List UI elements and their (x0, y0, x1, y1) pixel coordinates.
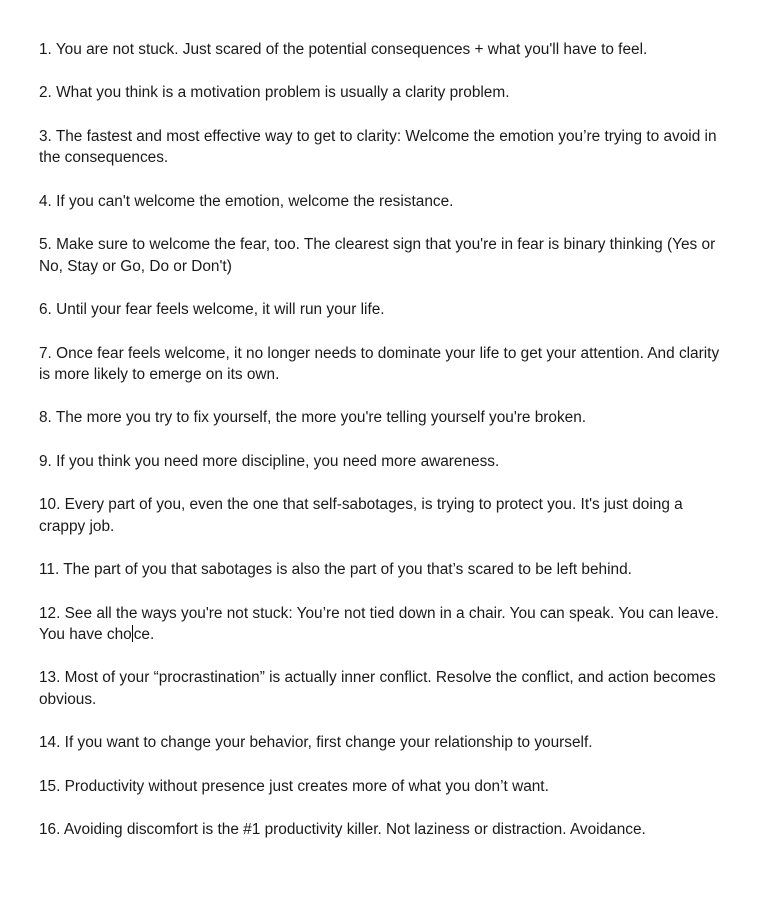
document-body[interactable] (39, 39, 729, 863)
list-item-2: 2. What you think is a motivation problem is usually a clarity problem. (39, 84, 510, 102)
list-item-7: 7. Once fear feels welcome, it no longer needs to dominate your life to get your attention. And clarity is more likely to emerge on its own. (39, 344, 720, 383)
list-item-8: 8. The more you try to fix yourself, the more you're telling yourself you're broken. (39, 409, 587, 427)
list-item-12-text-before-cursor: 12. See all the ways you're not stuck: You’re not tied down in a chair. You can speak. You can leave. You have cho (39, 604, 719, 643)
list-item-13: 13. Most of your “procrastination” is actually inner conflict. Resolve the conflict, and action becomes obvious. (39, 669, 716, 708)
list-item-14: 14. If you want to change your behavior, first change your relationship to yourself. (39, 734, 593, 752)
list-item-9: 9. If you think you need more discipline, you need more awareness. (39, 452, 500, 470)
list-item-3: 3. The fastest and most effective way to get to clarity: Welcome the emotion you’re trying to avoid in the consequences. (39, 127, 717, 167)
list-item-1: 1. You are not stuck. Just scared of the potential consequences + what you'll have to feel. (39, 41, 648, 58)
list-item-5: 5. Make sure to welcome the fear, too. The clearest sign that you're in fear is binary thinking (Yes or No, Stay or Go, Do or Don't) (39, 236, 716, 275)
list-item-11: 11. The part of you that sabotages is also the part of you that’s scared to be left behind. (39, 561, 632, 579)
list-item-12 (39, 603, 729, 646)
list-item-10: 10. Every part of you, even the one that self-sabotages, is trying to protect you. It's just doing a crappy job. (39, 496, 683, 535)
list-item-4: 4. If you can't welcome the emotion, welcome the resistance. (39, 192, 454, 210)
list-item-16: 16. Avoiding discomfort is the #1 productivity killer. Not laziness or distraction. Avoidance. (39, 821, 646, 839)
list-item-6: 6. Until your fear feels welcome, it will run your life. (39, 301, 385, 319)
list-item-15: 15. Productivity without presence just creates more of what you don’t want. (39, 777, 549, 795)
list-item-12-text-after-cursor: ce. (133, 625, 155, 643)
